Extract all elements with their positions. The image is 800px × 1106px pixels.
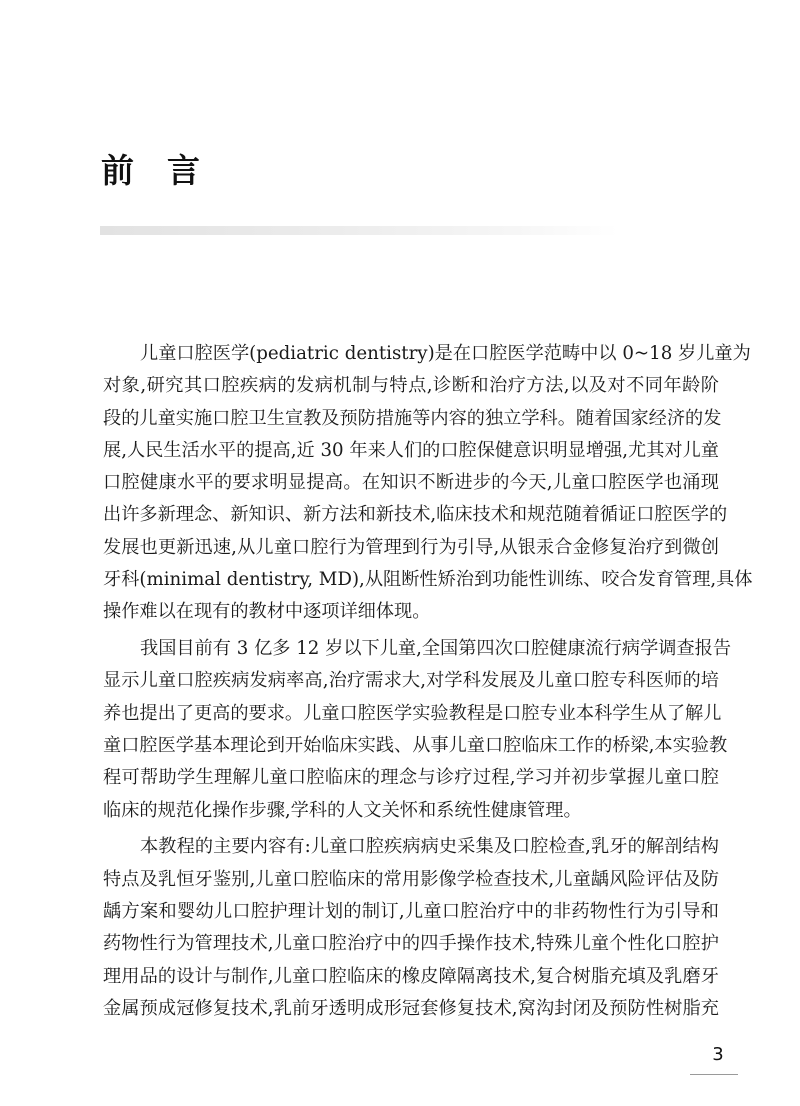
text-line: 程可帮助学生理解儿童口腔临床的理念与诊疗过程,学习并初步掌握儿童口腔 <box>103 767 719 789</box>
page-number-divider <box>690 1074 738 1075</box>
text-line: 特点及乳恒牙鉴别,儿童口腔临床的常用影像学检查技术,儿童龋风险评估及防 <box>103 868 719 890</box>
text-line: 龋方案和婴幼儿口腔护理计划的制订,儿童口腔治疗中的非药物性行为引导和 <box>103 901 719 923</box>
text-line: 临床的规范化操作步骤,学科的人文关怀和系统性健康管理。 <box>103 799 582 821</box>
text-line: 显示儿童口腔疾病发病率高,治疗需求大,对学科发展及儿童口腔专科医师的培 <box>103 670 719 692</box>
text-line: 本教程的主要内容有:儿童口腔疾病病史采集及口腔检查,乳牙的解剖结构 <box>140 836 719 858</box>
text-line: 儿童口腔医学(pediatric dentistry)是在口腔医学范畴中以 0~18 岁儿童为 <box>140 343 751 364</box>
page-title: 前 言 <box>101 151 200 190</box>
text-line: 牙科(minimal dentistry, MD),从阻断性矫治到功能性训练、咬合发育管理,具体 <box>103 569 753 591</box>
text-line: 童口腔医学基本理论到开始临床实践、从事儿童口腔临床工作的桥梁,本实验教 <box>103 735 728 757</box>
text-line: 操作难以在现有的教材中逐项详细体现。 <box>103 601 431 623</box>
paragraph-3 <box>103 831 719 1025</box>
text-line: 对象,研究其口腔疾病的发病机制与特点,诊断和治疗方法,以及对不同年龄阶 <box>103 375 719 397</box>
paragraph-1 <box>103 338 753 629</box>
page-number: 3 <box>712 1044 724 1065</box>
body-text <box>103 338 753 1030</box>
text-line: 理用品的设计与制作,儿童口腔临床的橡皮障隔离技术,复合树脂充填及乳磨牙 <box>103 965 719 987</box>
text-line: 药物性行为管理技术,儿童口腔治疗中的四手操作技术,特殊儿童个性化口腔护 <box>103 933 719 955</box>
text-line: 养也提出了更高的要求。儿童口腔医学实验教程是口腔专业本科学生从了解儿 <box>103 702 722 724</box>
text-line: 段的儿童实施口腔卫生宣教及预防措施等内容的独立学科。随着国家经济的发 <box>103 407 722 429</box>
text-line: 口腔健康水平的要求明显提高。在知识不断进步的今天,儿童口腔医学也涌现 <box>103 472 719 494</box>
text-line: 出许多新理念、新知识、新方法和新技术,临床技术和规范随着循证口腔医学的 <box>103 504 728 526</box>
text-line: 展,人民生活水平的提高,近 30 年来人们的口腔保健意识明显增强,尤其对儿童 <box>103 439 719 461</box>
text-line: 我国目前有 3 亿多 12 岁以下儿童,全国第四次口腔健康流行病学调查报告 <box>140 638 732 660</box>
title-divider <box>100 226 618 235</box>
text-line: 金属预成冠修复技术,乳前牙透明成形冠套修复技术,窝沟封闭及预防性树脂充 <box>103 997 719 1019</box>
paragraph-2 <box>103 633 732 827</box>
text-line: 发展也更新迅速,从儿童口腔行为管理到行为引导,从银汞合金修复治疗到微创 <box>103 536 719 558</box>
